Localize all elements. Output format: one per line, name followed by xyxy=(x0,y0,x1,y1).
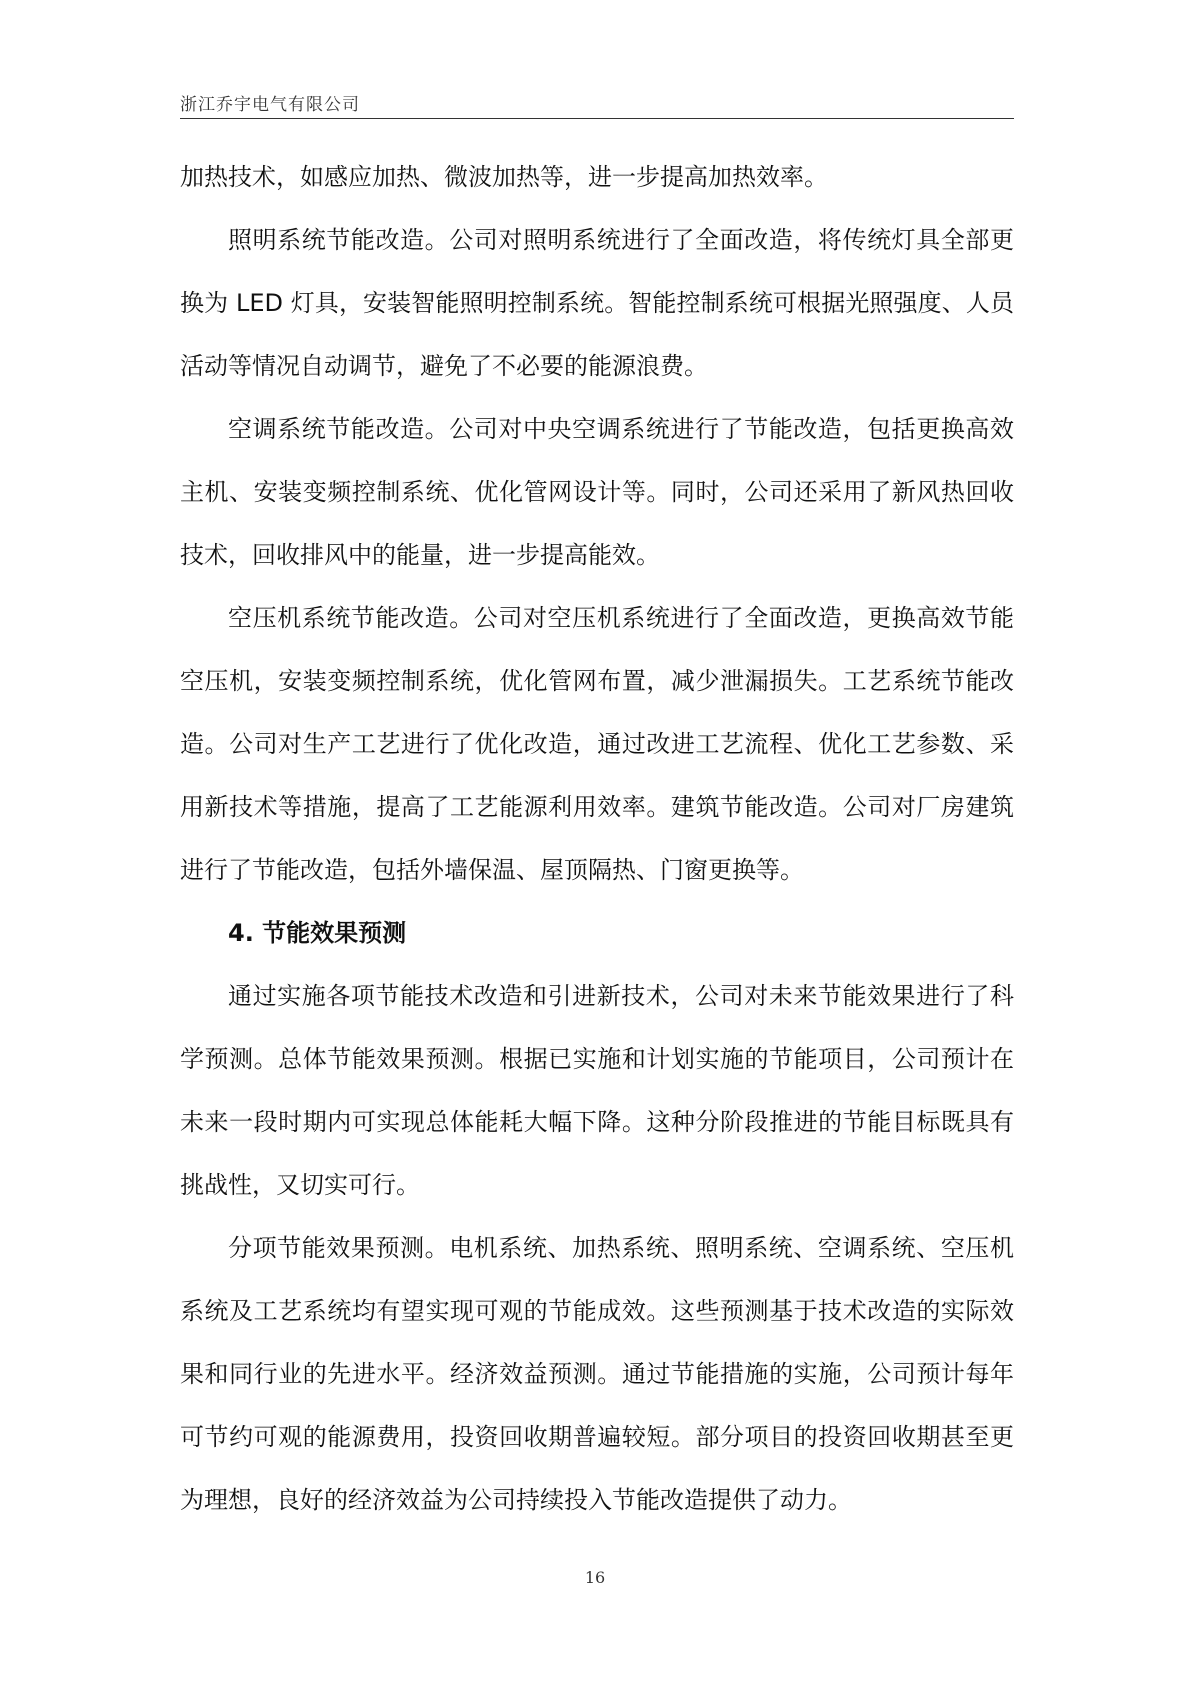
page-number: 16 xyxy=(584,1568,606,1587)
paragraph-heating-continued: 加热技术，如感应加热、微波加热等，进一步提高加热效率。 xyxy=(180,163,828,191)
section-heading: 4. 节能效果预测 xyxy=(228,919,407,947)
paragraph-lighting: 照明系统节能改造。公司对照明系统进行了全面改造，将传统灯具全部更换为 LED 灯具，安装智能照明控制系统。智能控制系统可根据光照强度、人员活动等情况自动调节，避免了不必要的能源浪费。 xyxy=(180,226,1014,380)
header-company-name: 浙江乔宇电气有限公司 xyxy=(180,95,360,115)
page-header xyxy=(180,88,1014,119)
paragraph-itemized-forecast: 分项节能效果预测。电机系统、加热系统、照明系统、空调系统、空压机系统及工艺系统均有望实现可观的节能成效。这些预测基于技术改造的实际效果和同行业的先进水平。经济效益预测。通过节能措施的实施，公司预计每年可节约可观的能源费用，投资回收期普遍较短。部分项目的投资回收期甚至更为理想，良好的经济效益为公司持续投入节能改造提供了动力。 xyxy=(180,1234,1014,1514)
paragraph-air-conditioning: 空调系统节能改造。公司对中央空调系统进行了节能改造，包括更换高效主机、安装变频控制系统、优化管网设计等。同时，公司还采用了新风热回收技术，回收排风中的能量，进一步提高能效。 xyxy=(180,415,1014,569)
document-body xyxy=(180,146,1014,1532)
paragraph-overall-forecast: 通过实施各项节能技术改造和引进新技术，公司对未来节能效果进行了科学预测。总体节能效果预测。根据已实施和计划实施的节能项目，公司预计在未来一段时期内可实现总体能耗大幅下降。这种分阶段推进的节能目标既具有挑战性，又切实可行。 xyxy=(180,982,1014,1199)
paragraph-air-compressor: 空压机系统节能改造。公司对空压机系统进行了全面改造，更换高效节能空压机，安装变频控制系统，优化管网布置，减少泄漏损失。工艺系统节能改造。公司对生产工艺进行了优化改造，通过改进工艺流程、优化工艺参数、采用新技术等措施，提高了工艺能源利用效率。建筑节能改造。公司对厂房建筑进行了节能改造，包括外墙保温、屋顶隔热、门窗更换等。 xyxy=(180,604,1014,884)
